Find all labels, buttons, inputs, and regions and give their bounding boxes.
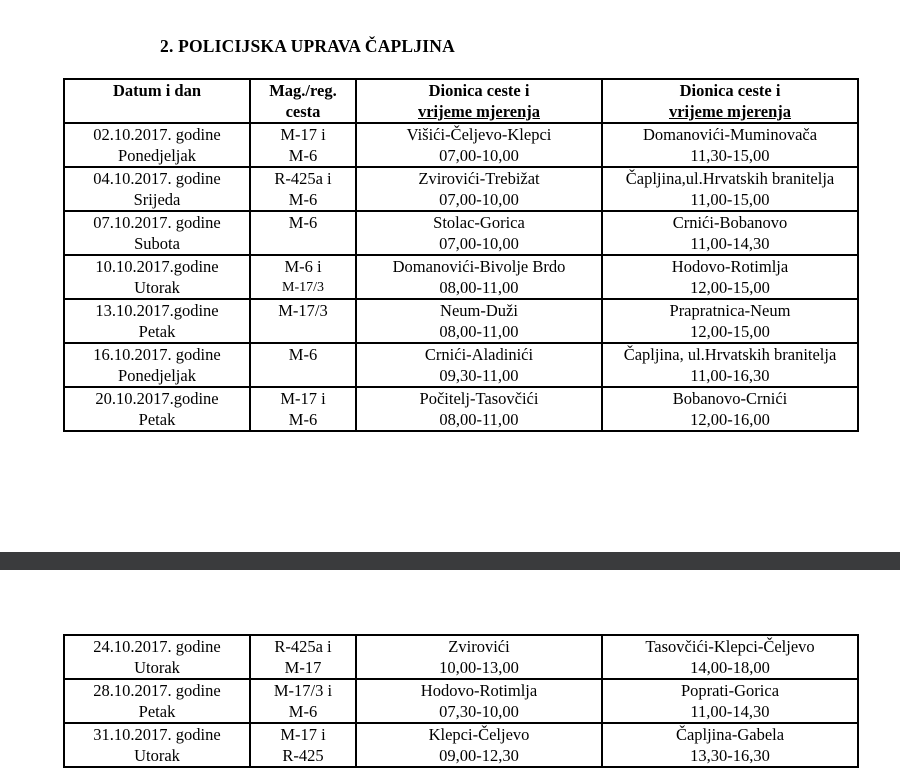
table-row [64,723,858,767]
section-1-time1: 07,00-10,00 [439,190,519,209]
road-road-b [253,365,353,386]
header-road: Mag./reg. cesta [250,79,356,123]
section-2-sec2: Čapljina, ul.Hrvatskih branitelja [623,345,837,364]
section-heading: 2. POLICIJSKA UPRAVA ČAPLJINA [160,36,455,56]
section-1-cell [356,299,602,343]
date-day: Petak [138,410,176,429]
road-road-a: M-6 [288,213,318,232]
section-2-cell [602,167,858,211]
road-road-a: M-17 i [280,389,326,408]
section-2-cell [602,635,858,679]
road-cell [250,343,356,387]
date-cell [64,299,250,343]
section-2-sec2: Domanovići-Muminovača [642,125,818,144]
section-2-cell [602,255,858,299]
road-cell [250,723,356,767]
date-date: 31.10.2017. godine [93,725,221,744]
date-cell [64,387,250,431]
section-2-sec2: Tasovčići-Klepci-Čeljevo [645,637,815,656]
section-1-time1: 09,30-11,00 [439,366,519,385]
section-2-time2: 11,00-14,30 [690,702,770,721]
schedule-table [63,78,859,432]
road-road-a: M-6 i [284,257,322,276]
section-2-cell [602,299,858,343]
road-road-a: M-6 [288,345,318,364]
section-2-sec2: Crnići-Bobanovo [672,213,788,232]
section-2-time2: 11,00-15,00 [690,190,770,209]
section-1-time1: 08,00-11,00 [439,410,519,429]
road-road-b [253,233,353,254]
section-2-sec2: Hodovo-Rotimlja [671,257,789,276]
date-day: Srijeda [133,190,181,209]
date-day: Petak [138,702,176,721]
road-road-b: M-17/3 [282,280,324,295]
section-2-time2: 11,30-15,00 [690,146,770,165]
road-road-a: M-17 i [280,125,326,144]
date-day: Petak [138,322,176,341]
section-2-sec2: Bobanovo-Crnići [672,389,788,408]
section-2-cell [602,211,858,255]
date-day: Utorak [134,658,180,677]
road-road-a: M-17/3 [278,301,328,320]
date-date: 28.10.2017. godine [93,681,221,700]
road-cell [250,167,356,211]
road-cell [250,635,356,679]
section-1-sec1: Zvirovići [448,637,510,656]
section-1-sec1: Crnići-Aladinići [424,345,534,364]
section-2-time2: 14,00-18,00 [690,658,770,677]
section-1-cell [356,679,602,723]
table-row [64,387,858,431]
section-1-cell [356,723,602,767]
date-cell [64,255,250,299]
road-cell [250,387,356,431]
date-date: 07.10.2017. godine [93,213,221,232]
section-1-time1: 07,30-10,00 [439,702,519,721]
section-2-time2: 11,00-14,30 [690,234,770,253]
date-date: 13.10.2017.godine [95,301,219,320]
section-2-cell [602,123,858,167]
section-2-time2: 11,00-16,30 [690,366,770,385]
section-2-sec2: Čapljina,ul.Hrvatskih branitelja [625,169,835,188]
road-cell [250,123,356,167]
road-road-b: M-6 [288,410,318,429]
date-date: 24.10.2017. godine [93,637,221,656]
section-1-sec1: Hodovo-Rotimlja [420,681,538,700]
road-road-b: M-6 [288,190,318,209]
date-day: Utorak [134,746,180,765]
section-2-cell [602,723,858,767]
table-row [64,679,858,723]
road-road-b: M-6 [288,146,318,165]
section-2-cell [602,387,858,431]
section-1-sec1: Višići-Čeljevo-Klepci [406,125,552,144]
table-header-row [64,79,858,123]
table-row [64,167,858,211]
date-date: 16.10.2017. godine [93,345,221,364]
section-1-sec1: Stolac-Gorica [433,213,525,232]
schedule-table-continued [63,634,859,768]
table-row [64,123,858,167]
table-row [64,299,858,343]
road-cell [250,255,356,299]
section-1-cell [356,211,602,255]
section-1-cell [356,167,602,211]
section-2-time2: 13,30-16,30 [690,746,770,765]
section-1-time1: 08,00-11,00 [439,278,519,297]
date-day: Ponedjeljak [118,146,196,165]
road-road-a: R-425a i [274,169,332,188]
section-1-time1: 07,00-10,00 [439,234,519,253]
section-1-time1: 09,00-12,30 [439,746,519,765]
table-row [64,255,858,299]
section-2-time2: 12,00-16,00 [690,410,770,429]
road-road-b: R-425 [282,746,324,765]
section-1-sec1: Zvirovići-Trebižat [418,169,540,188]
date-day: Utorak [134,278,180,297]
date-cell [64,343,250,387]
road-road-a: R-425a i [274,637,332,656]
date-cell [64,723,250,767]
table-row [64,635,858,679]
date-cell [64,635,250,679]
section-2-sec2: Čapljina-Gabela [675,725,785,744]
section-2-sec2: Poprati-Gorica [680,681,780,700]
section-2-sec2: Prapratnica-Neum [669,301,791,320]
date-date: 10.10.2017.godine [95,257,219,276]
section-1-sec1: Klepci-Čeljevo [428,725,530,744]
section-1-time1: 07,00-10,00 [439,146,519,165]
section-1-sec1: Neum-Duži [440,301,518,320]
road-road-b: M-17 [284,658,322,677]
road-cell [250,211,356,255]
section-1-cell [356,387,602,431]
section-1-cell [356,343,602,387]
road-road-a: M-17 i [280,725,326,744]
section-1-cell [356,255,602,299]
date-date: 04.10.2017. godine [93,169,221,188]
date-cell [64,679,250,723]
date-day: Ponedjeljak [118,366,196,385]
date-date: 20.10.2017.godine [95,389,219,408]
header-section-1: Dionica ceste i vrijeme mjerenja [356,79,602,123]
road-cell [250,299,356,343]
date-cell [64,167,250,211]
road-road-b [253,321,353,342]
section-2-cell [602,679,858,723]
table-row [64,211,858,255]
date-cell [64,123,250,167]
page-separator [0,552,900,570]
header-date: Datum i dan [64,79,250,123]
header-section-2: Dionica ceste i vrijeme mjerenja [602,79,858,123]
date-cell [64,211,250,255]
road-road-a: M-17/3 i [273,681,333,700]
date-day: Subota [134,234,180,253]
section-1-sec1: Domanovići-Bivolje Brdo [392,257,566,276]
section-1-time1: 08,00-11,00 [439,322,519,341]
section-2-cell [602,343,858,387]
road-road-b: M-6 [288,702,318,721]
road-cell [250,679,356,723]
section-1-cell [356,123,602,167]
section-2-time2: 12,00-15,00 [690,278,770,297]
section-1-cell [356,635,602,679]
section-1-time1: 10,00-13,00 [439,658,519,677]
date-date: 02.10.2017. godine [93,125,221,144]
table-row [64,343,858,387]
section-1-sec1: Počitelj-Tasovčići [419,389,539,408]
section-2-time2: 12,00-15,00 [690,322,770,341]
